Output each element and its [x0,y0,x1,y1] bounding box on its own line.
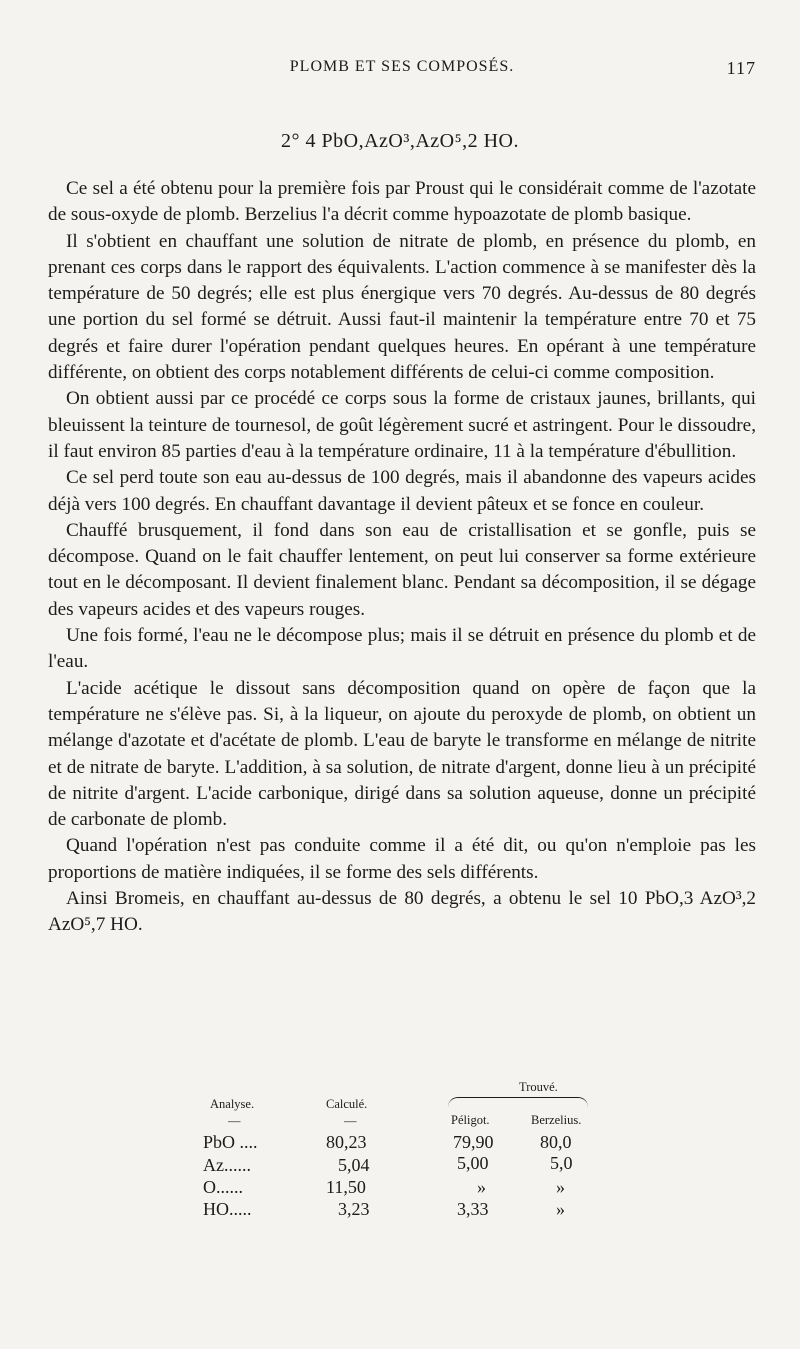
cell-berzelius: » [556,1199,565,1219]
paragraph: Ainsi Bromeis, en chauffant au-dessus de 80 degrés, a obtenu le sel 10 PbO,3 AzO³,2 AzO⁵,7 HO. [48,888,756,936]
trouve-brace [448,1097,588,1108]
paragraph: Chauffé brusquement, il fond dans son eau de cristallisation et se gonfle, puis se décompose. Quand on le fait chauffer lentement, on peut lui conserver sa forme extérieure tout en le décomposant. Il devient finalement blanc. Pendant sa décomposition, il se dégage des vapeurs acides et des vapeurs rouges. [48,519,756,620]
row-label: PbO .... [203,1132,258,1152]
row-label: Az...... [203,1155,251,1175]
column-header-calcule: Calculé. [326,1097,368,1111]
paragraph: On obtient aussi par ce procédé ce corps sous la forme de cristaux jaunes, brillants, qui bleuissent la teinture de tournesol, de goût légèrement sucré et astringent. Pour le dissoudre, il faut environ 85 parties d'eau à la température ordinaire, 11 à la température d'ébullition. [48,388,756,462]
paragraph: Une fois formé, l'eau ne le décompose plus; mais il se détruit en présence du plomb et de l'eau. [48,625,756,673]
cell-peligot: 79,90 [453,1132,494,1152]
column-group-trouve: Trouvé. [519,1080,558,1094]
cell-berzelius: 5,0 [550,1153,573,1173]
cell-calcule: 5,04 [338,1155,370,1175]
body-text [48,176,756,939]
row-label: O...... [203,1177,243,1197]
column-header-analyse: Analyse. [210,1097,255,1111]
column-dash: — [344,1114,357,1128]
cell-calcule: 3,23 [338,1199,370,1219]
column-header-berzelius: Berzelius. [531,1113,582,1127]
page-number: 117 [726,58,756,78]
paragraph: Ce sel perd toute son eau au-dessus de 100 degrés, mais il abandonne des vapeurs acides déjà vers 100 degrés. En chauffant davantage il devient pâteux et se fonce en couleur. [48,467,756,515]
paragraph: Il s'obtient en chauffant une solution de nitrate de plomb, en présence du plomb, en prenant ces corps dans le rapport des équivalents. L'action commence à se manifester dès la température de 50 degrés; elle est plus énergique vers 70 degrés. Au-dessus de 80 degrés une portion du sel formé se détruit. Aussi faut-il maintenir la température entre 70 et 75 degrés et faire durer l'opération pendant quelques heures. En opérant à une température différente, on obtient des corps notablement différents de celui-ci comme composition. [48,230,756,384]
cell-calcule: 11,50 [326,1177,366,1197]
column-header-peligot: Péligot. [451,1113,490,1127]
running-title: PLOMB ET SES COMPOSÉS. [289,58,515,75]
paragraph: Ce sel a été obtenu pour la première fois par Proust qui le considérait comme de l'azotate de sous-oxyde de plomb. Berzelius l'a décrit comme hypoazotate de plomb basique. [48,178,756,226]
paragraph: L'acide acétique le dissout sans décomposition quand on opère de façon que la température ne s'élève pas. Si, à la liqueur, on ajoute du peroxyde de plomb, on obtient un mélange d'azotate et d'acétate de plomb. L'eau de baryte le transforme en mélange de nitrite et de nitrate de baryte. L'addition, à sa solution, de nitrate d'argent, donne lieu à un précipité de nitrite d'argent. L'acide carbonique, dirigé dans sa solution aqueuse, donne un précipité de carbonate de plomb. [48,677,756,831]
cell-peligot: » [477,1177,486,1197]
row-label: HO..... [203,1199,252,1219]
analysis-table [0,1080,800,1219]
running-header [48,58,756,84]
paragraph: Quand l'opération n'est pas conduite comme il a été dit, ou qu'on n'emploie pas les proportions de matière indiquées, il se forme des sels différents. [48,835,756,883]
cell-calcule: 80,23 [326,1132,367,1152]
cell-peligot: 3,33 [457,1199,489,1219]
column-dash: — [228,1114,241,1128]
cell-peligot: 5,00 [457,1153,489,1173]
cell-berzelius: 80,0 [540,1132,572,1152]
section-formula-heading: 2° 4 PbO,AzO³,AzO⁵,2 HO. [281,130,519,152]
cell-berzelius: » [556,1177,565,1197]
